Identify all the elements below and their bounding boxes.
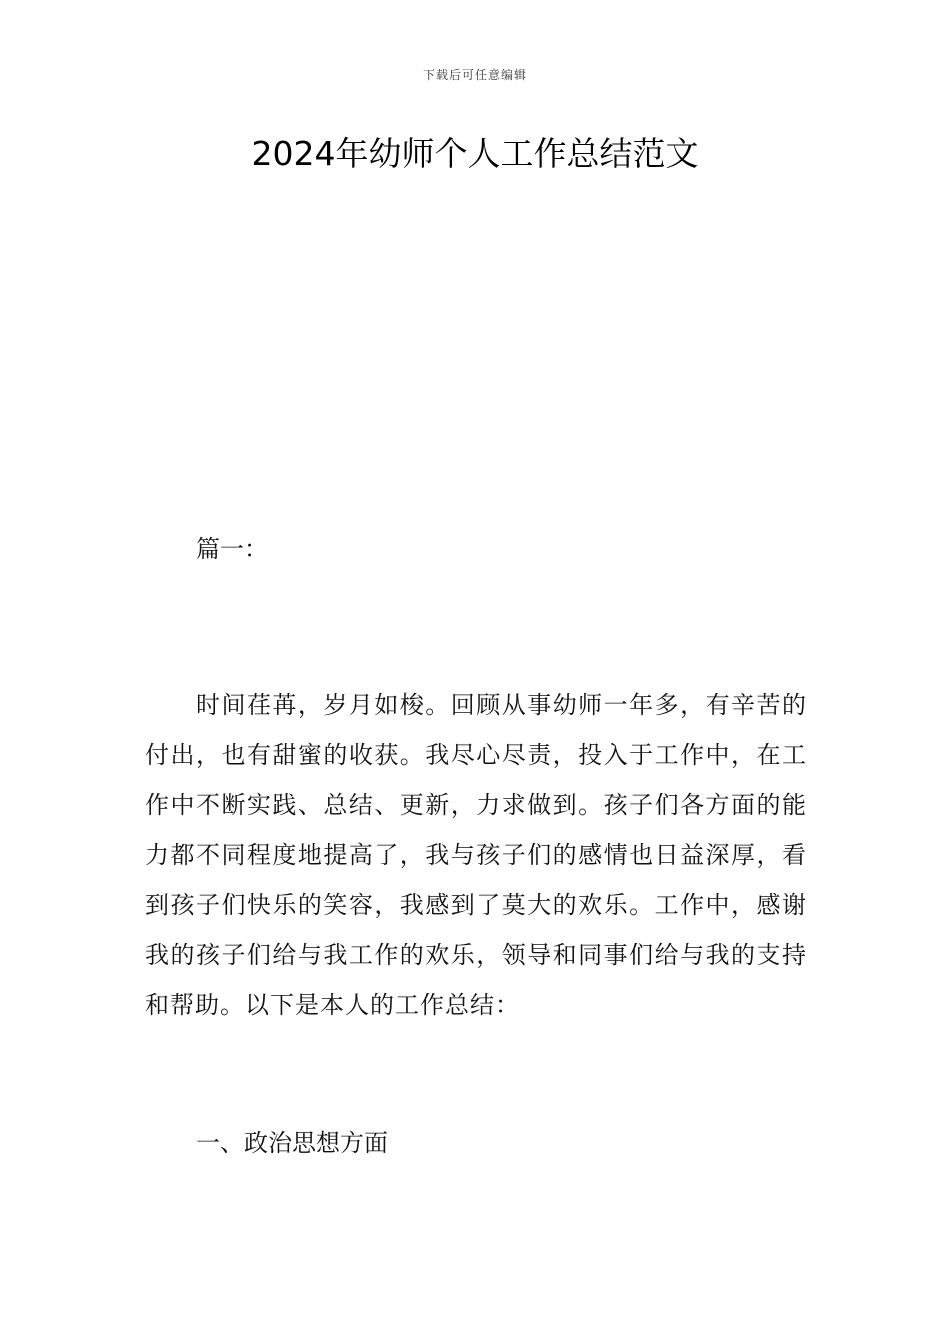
header-note: 下载后可任意编辑 xyxy=(422,68,527,82)
body-paragraph: 时间荏苒，岁月如梭。回顾从事幼师一年多，有辛苦的付出，也有甜蜜的收获。我尽心尽责，投入于工作中，在工作中不断实践、总结、更新，力求做到。孩子们各方面的能力都不同程度地提高了，我与孩子们的感情也日益深厚，看到孩子们快乐的笑容，我感到了莫大的欢乐。工作中，感谢我的孩子们给与我工作的欢乐，领导和同事们给与我的支持和帮助。以下是本人的工作总结： xyxy=(145,691,807,1019)
section-label: 篇一： xyxy=(196,535,268,563)
section-heading: 一、政治思想方面 xyxy=(196,1129,388,1157)
document-title: 2024年幼师个人工作总结范文 xyxy=(251,134,699,173)
